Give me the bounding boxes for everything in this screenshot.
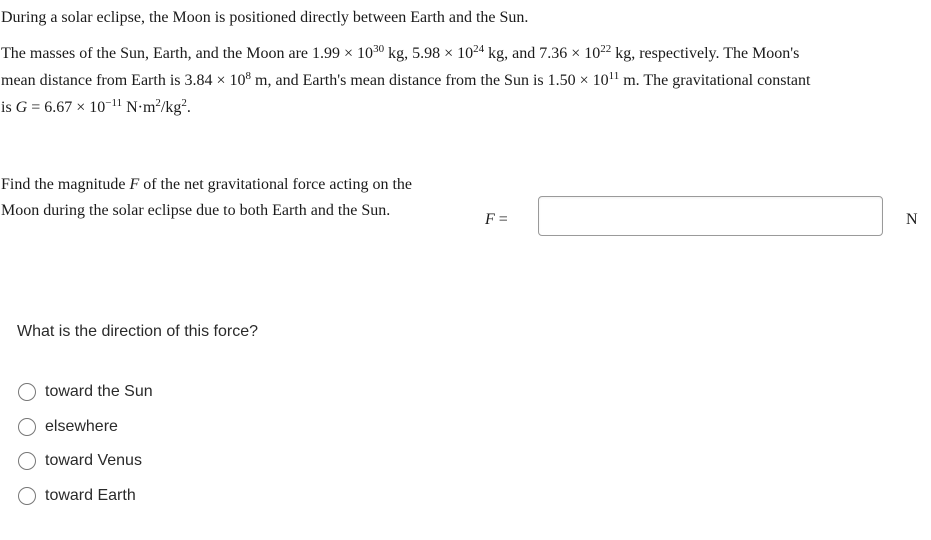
question-force-text: Find the magnitude F of the net gravitational force acting on the Moon during the solar eclipse due to both Earth and the Sun.	[1, 176, 412, 219]
given-line-2: mean distance from Earth is $3.84 \times 10^8$ m, and Earth's mean distance from the Sun is $1.50 \times 10^{11}$ m. The gravitational constant	[1, 70, 811, 89]
option-toward-earth[interactable]	[18, 484, 136, 508]
force-answer-input[interactable]	[538, 196, 883, 236]
option-toward-venus[interactable]	[18, 449, 142, 473]
force-unit: N	[906, 211, 918, 228]
option-label: toward Earth	[45, 487, 136, 504]
radio-button[interactable]	[18, 487, 36, 505]
radio-button[interactable]	[18, 452, 36, 470]
given-line-3: is $G = 6.67 \times 10^{-11}$ $N\cdot m^2/kg^2$.	[1, 97, 191, 116]
given-line-1: The masses of the Sun, Earth, and the Moon are $1.99 \times 10^{30}$ kg, $5.98 \times 10^{24}$ kg, and $7.36 \times 10^{22}$ kg, respectively. The Moon's	[1, 43, 800, 62]
option-label: toward the Sun	[45, 383, 153, 400]
option-label: toward Venus	[45, 452, 142, 469]
option-toward-sun[interactable]	[18, 380, 153, 404]
option-elsewhere[interactable]	[18, 415, 118, 439]
force-label: F =	[485, 211, 508, 228]
radio-button[interactable]	[18, 418, 36, 436]
option-label: elsewhere	[45, 418, 118, 435]
radio-button[interactable]	[18, 383, 36, 401]
direction-question: What is the direction of this force?	[17, 323, 258, 340]
intro-text: During a solar eclipse, the Moon is positioned directly between Earth and the Sun.	[1, 9, 529, 26]
